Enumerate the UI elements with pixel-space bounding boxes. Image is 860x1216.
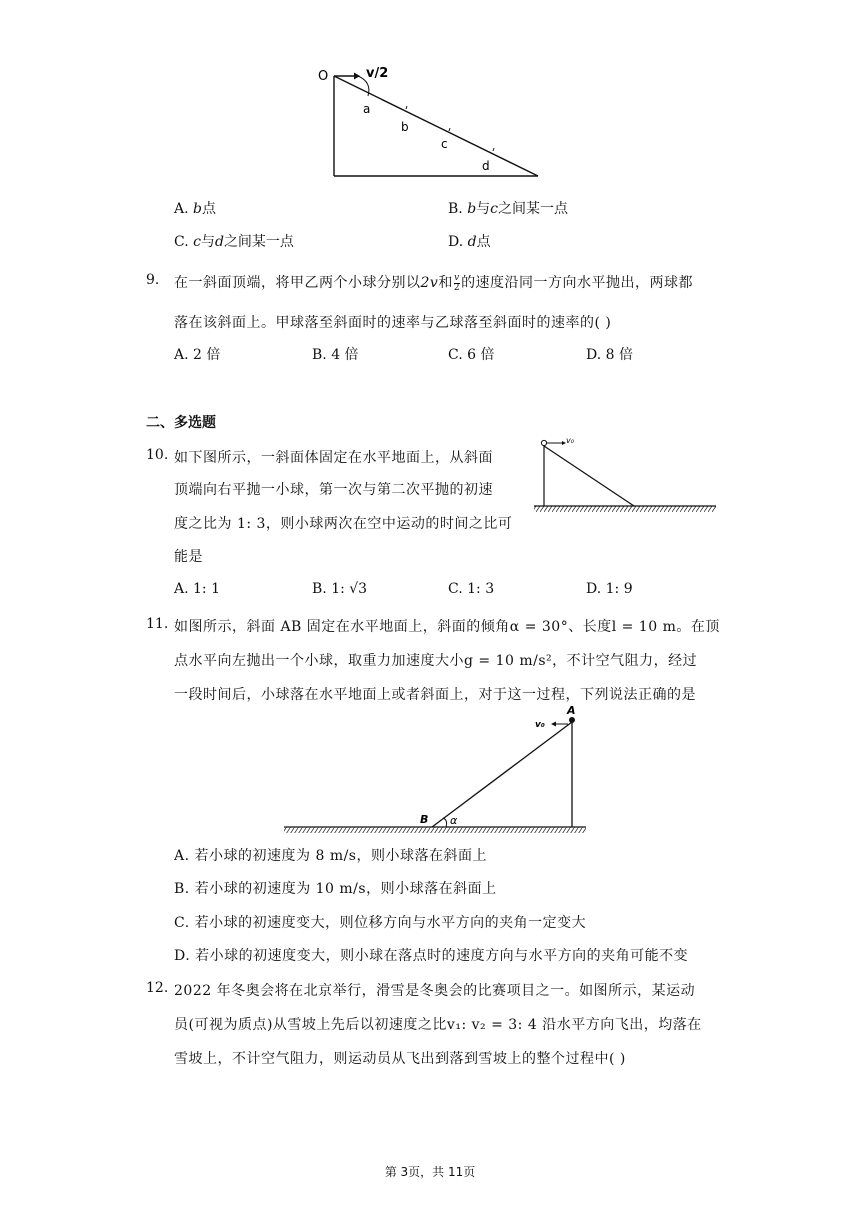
q11-option-c[interactable]: C. 若小球的初速度变大，则位移方向与水平方向的夹角一定变大 — [174, 915, 587, 931]
q12-line1: 2022 年冬奥会将在北京举行，滑雪是冬奥会的比赛项目之一。如图所示，某运动 — [174, 983, 696, 999]
q11-incline-figure — [282, 702, 588, 834]
q12-line2: 员(可视为质点)从雪坡上先后以初速度之比v₁: v₂ = 3: 4 沿水平方向飞出，均落在 — [174, 1017, 702, 1033]
q8-option-a[interactable]: A. b点 — [174, 201, 216, 217]
q9-option-d[interactable]: D. 8 倍 — [586, 347, 633, 363]
label-b: b — [401, 120, 409, 134]
q10-line2: 顶端向右平抛一小球，第一次与第二次平抛的初速 — [174, 482, 493, 498]
label-d: d — [482, 159, 490, 173]
q8-incline-figure — [310, 62, 550, 187]
q10-incline-figure — [532, 434, 718, 518]
q11-option-b[interactable]: B. 若小球的初速度为 10 m/s，则小球落在斜面上 — [174, 881, 497, 897]
q10-option-a[interactable]: A. 1: 1 — [174, 581, 220, 597]
q10-option-c[interactable]: C. 1: 3 — [448, 581, 495, 597]
q9-option-a[interactable]: A. 2 倍 — [174, 347, 221, 363]
label-A: A — [567, 704, 576, 717]
q11-option-d[interactable]: D. 若小球的初速度变大，则小球在落点时的速度方向与水平方向的夹角可能不变 — [174, 948, 689, 964]
label-B: B — [420, 813, 429, 826]
q8-option-c[interactable]: C. c与d之间某一点 — [174, 234, 294, 250]
q11-line1: 如图所示，斜面 AB 固定在水平地面上，斜面的倾角α = 30°、长度l = 10 m。在顶 — [174, 619, 720, 635]
page-footer: 第 3页，共 11页 — [384, 1165, 476, 1179]
label-v0: v₀ — [566, 436, 574, 445]
label-v0: v₀ — [535, 720, 545, 730]
label-a: a — [363, 102, 371, 116]
q9-number: 9. — [146, 272, 160, 288]
q12-line3: 雪坡上，不计空气阻力，则运动员从飞出到落到雪坡上的整个过程中( ) — [174, 1051, 626, 1067]
q10-option-d[interactable]: D. 1: 9 — [586, 581, 633, 597]
arrow-icon — [551, 722, 556, 727]
label-v-half: v/2 — [366, 66, 389, 81]
q11-option-a[interactable]: A. 若小球的初速度为 8 m/s，则小球落在斜面上 — [174, 848, 487, 864]
q12-number: 12. — [146, 980, 169, 996]
label-alpha: α — [450, 814, 458, 827]
q10-number: 10. — [146, 447, 169, 463]
q10-line3: 度之比为 1: 3，则小球两次在空中运动的时间之比可 — [174, 516, 513, 532]
q8-option-b[interactable]: B. b与c之间某一点 — [448, 201, 569, 217]
section-heading-multiple-choice: 二、多选题 — [146, 415, 216, 431]
q9-line1: 在一斜面顶端，将甲乙两个小球分别以2v和 $\frac{v}{2}$ 的速度沿同一方向水平抛出，两球都 — [174, 272, 694, 293]
q9-option-b[interactable]: B. 4 倍 — [312, 347, 359, 363]
label-c: c — [441, 137, 448, 151]
q10-line4: 能是 — [174, 549, 203, 565]
q11-line2: 点水平向左抛出一个小球，取重力加速度大小g = 10 m/s²，不计空气阻力，经过 — [174, 653, 698, 669]
q9-fraction: $\frac{v}{2}$ — [453, 272, 461, 293]
label-O: O — [318, 69, 329, 84]
q9-line2: 落在该斜面上。甲球落至斜面时的速率与乙球落至斜面时的速率的( ) — [174, 315, 612, 331]
q11-number: 11. — [146, 616, 169, 632]
q10-option-b[interactable]: B. 1: √3 — [312, 581, 368, 597]
q10-line1: 如下图所示，一斜面体固定在水平地面上，从斜面 — [174, 450, 493, 466]
q8-option-d[interactable]: D. d点 — [448, 234, 491, 250]
q11-line3: 一段时间后，小球落在水平地面上或者斜面上，对于这一过程，下列说法正确的是 — [174, 687, 696, 703]
q9-option-c[interactable]: C. 6 倍 — [448, 347, 495, 363]
